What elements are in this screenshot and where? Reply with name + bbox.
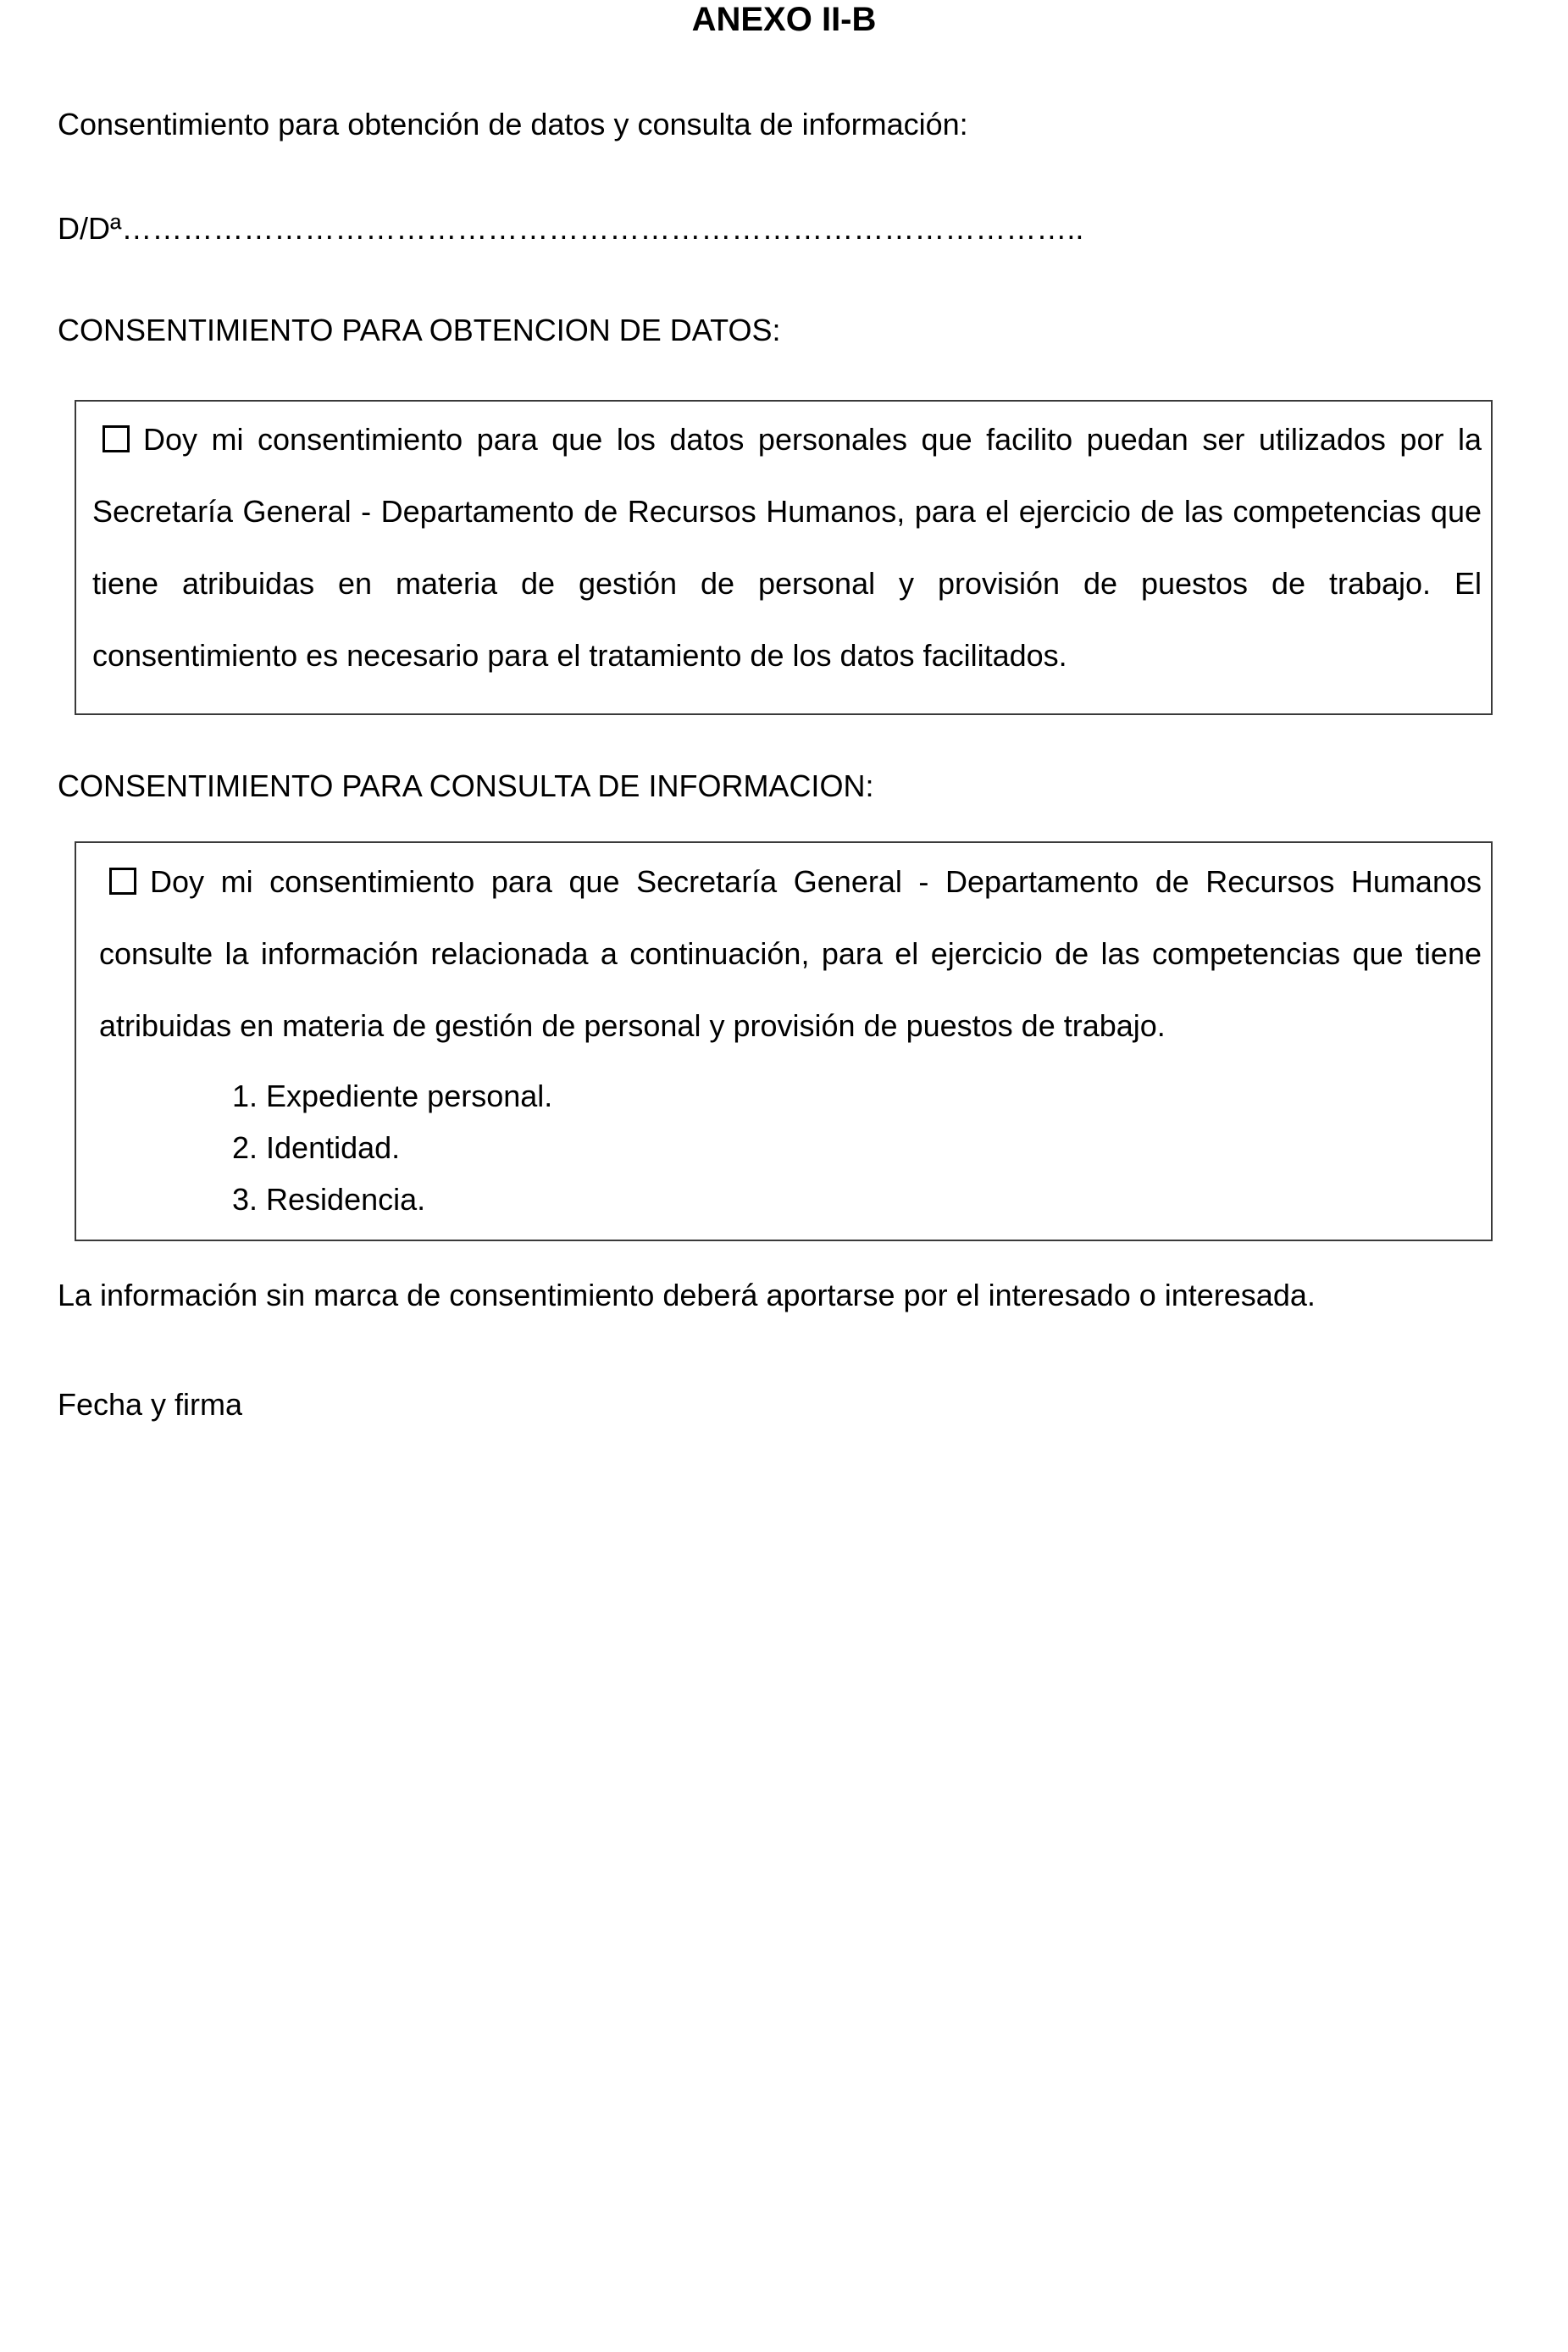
consulta-items-list — [232, 1070, 552, 1225]
list-item: 2. Identidad. — [232, 1130, 401, 1165]
applicant-name-line: D/Dª………………………………………………………………………………….. — [58, 211, 1084, 246]
consent-checkbox-obtencion[interactable] — [103, 425, 130, 452]
consent-text-consulta: Doy mi consentimiento para que Secretaría General - Departamento de Recursos Humanos consulte la información relacionada a continuación, para el ejercicio de las competencias que tiene atribuidas en materia de gestión de personal y provisión de puestos de trabajo. — [99, 864, 1482, 1043]
intro-text: Consentimiento para obtención de datos y consulta de información: — [58, 107, 968, 141]
section-heading-consulta: CONSENTIMIENTO PARA CONSULTA DE INFORMACION: — [58, 768, 874, 803]
consent-box-consulta — [75, 841, 1493, 1241]
consent-paragraph-obtencion — [92, 403, 1482, 691]
consent-text-obtencion: Doy mi consentimiento para que los datos personales que facilito puedan ser utilizados por la Secretaría General - Departamento de Recursos Humanos, para el ejercicio de las competencias que tiene atribuidas en materia de gestión de personal y provisión de puestos de trabajo. El consentimiento es necesario para el tratamiento de los datos facilitados. — [92, 422, 1482, 673]
signature-label: Fecha y firma — [58, 1387, 243, 1422]
page-title: ANEXO II-B — [691, 1, 877, 38]
section-heading-obtencion: CONSENTIMIENTO PARA OBTENCION DE DATOS: — [58, 313, 781, 347]
list-item: 1. Expediente personal. — [232, 1079, 553, 1113]
consent-box-obtencion — [75, 400, 1493, 715]
consent-paragraph-consulta — [99, 846, 1482, 1062]
list-item: 3. Residencia. — [232, 1182, 426, 1217]
consent-checkbox-consulta[interactable] — [109, 868, 136, 895]
note-text: La información sin marca de consentimiento deberá aportarse por el interesado o interesada. — [58, 1278, 1316, 1312]
